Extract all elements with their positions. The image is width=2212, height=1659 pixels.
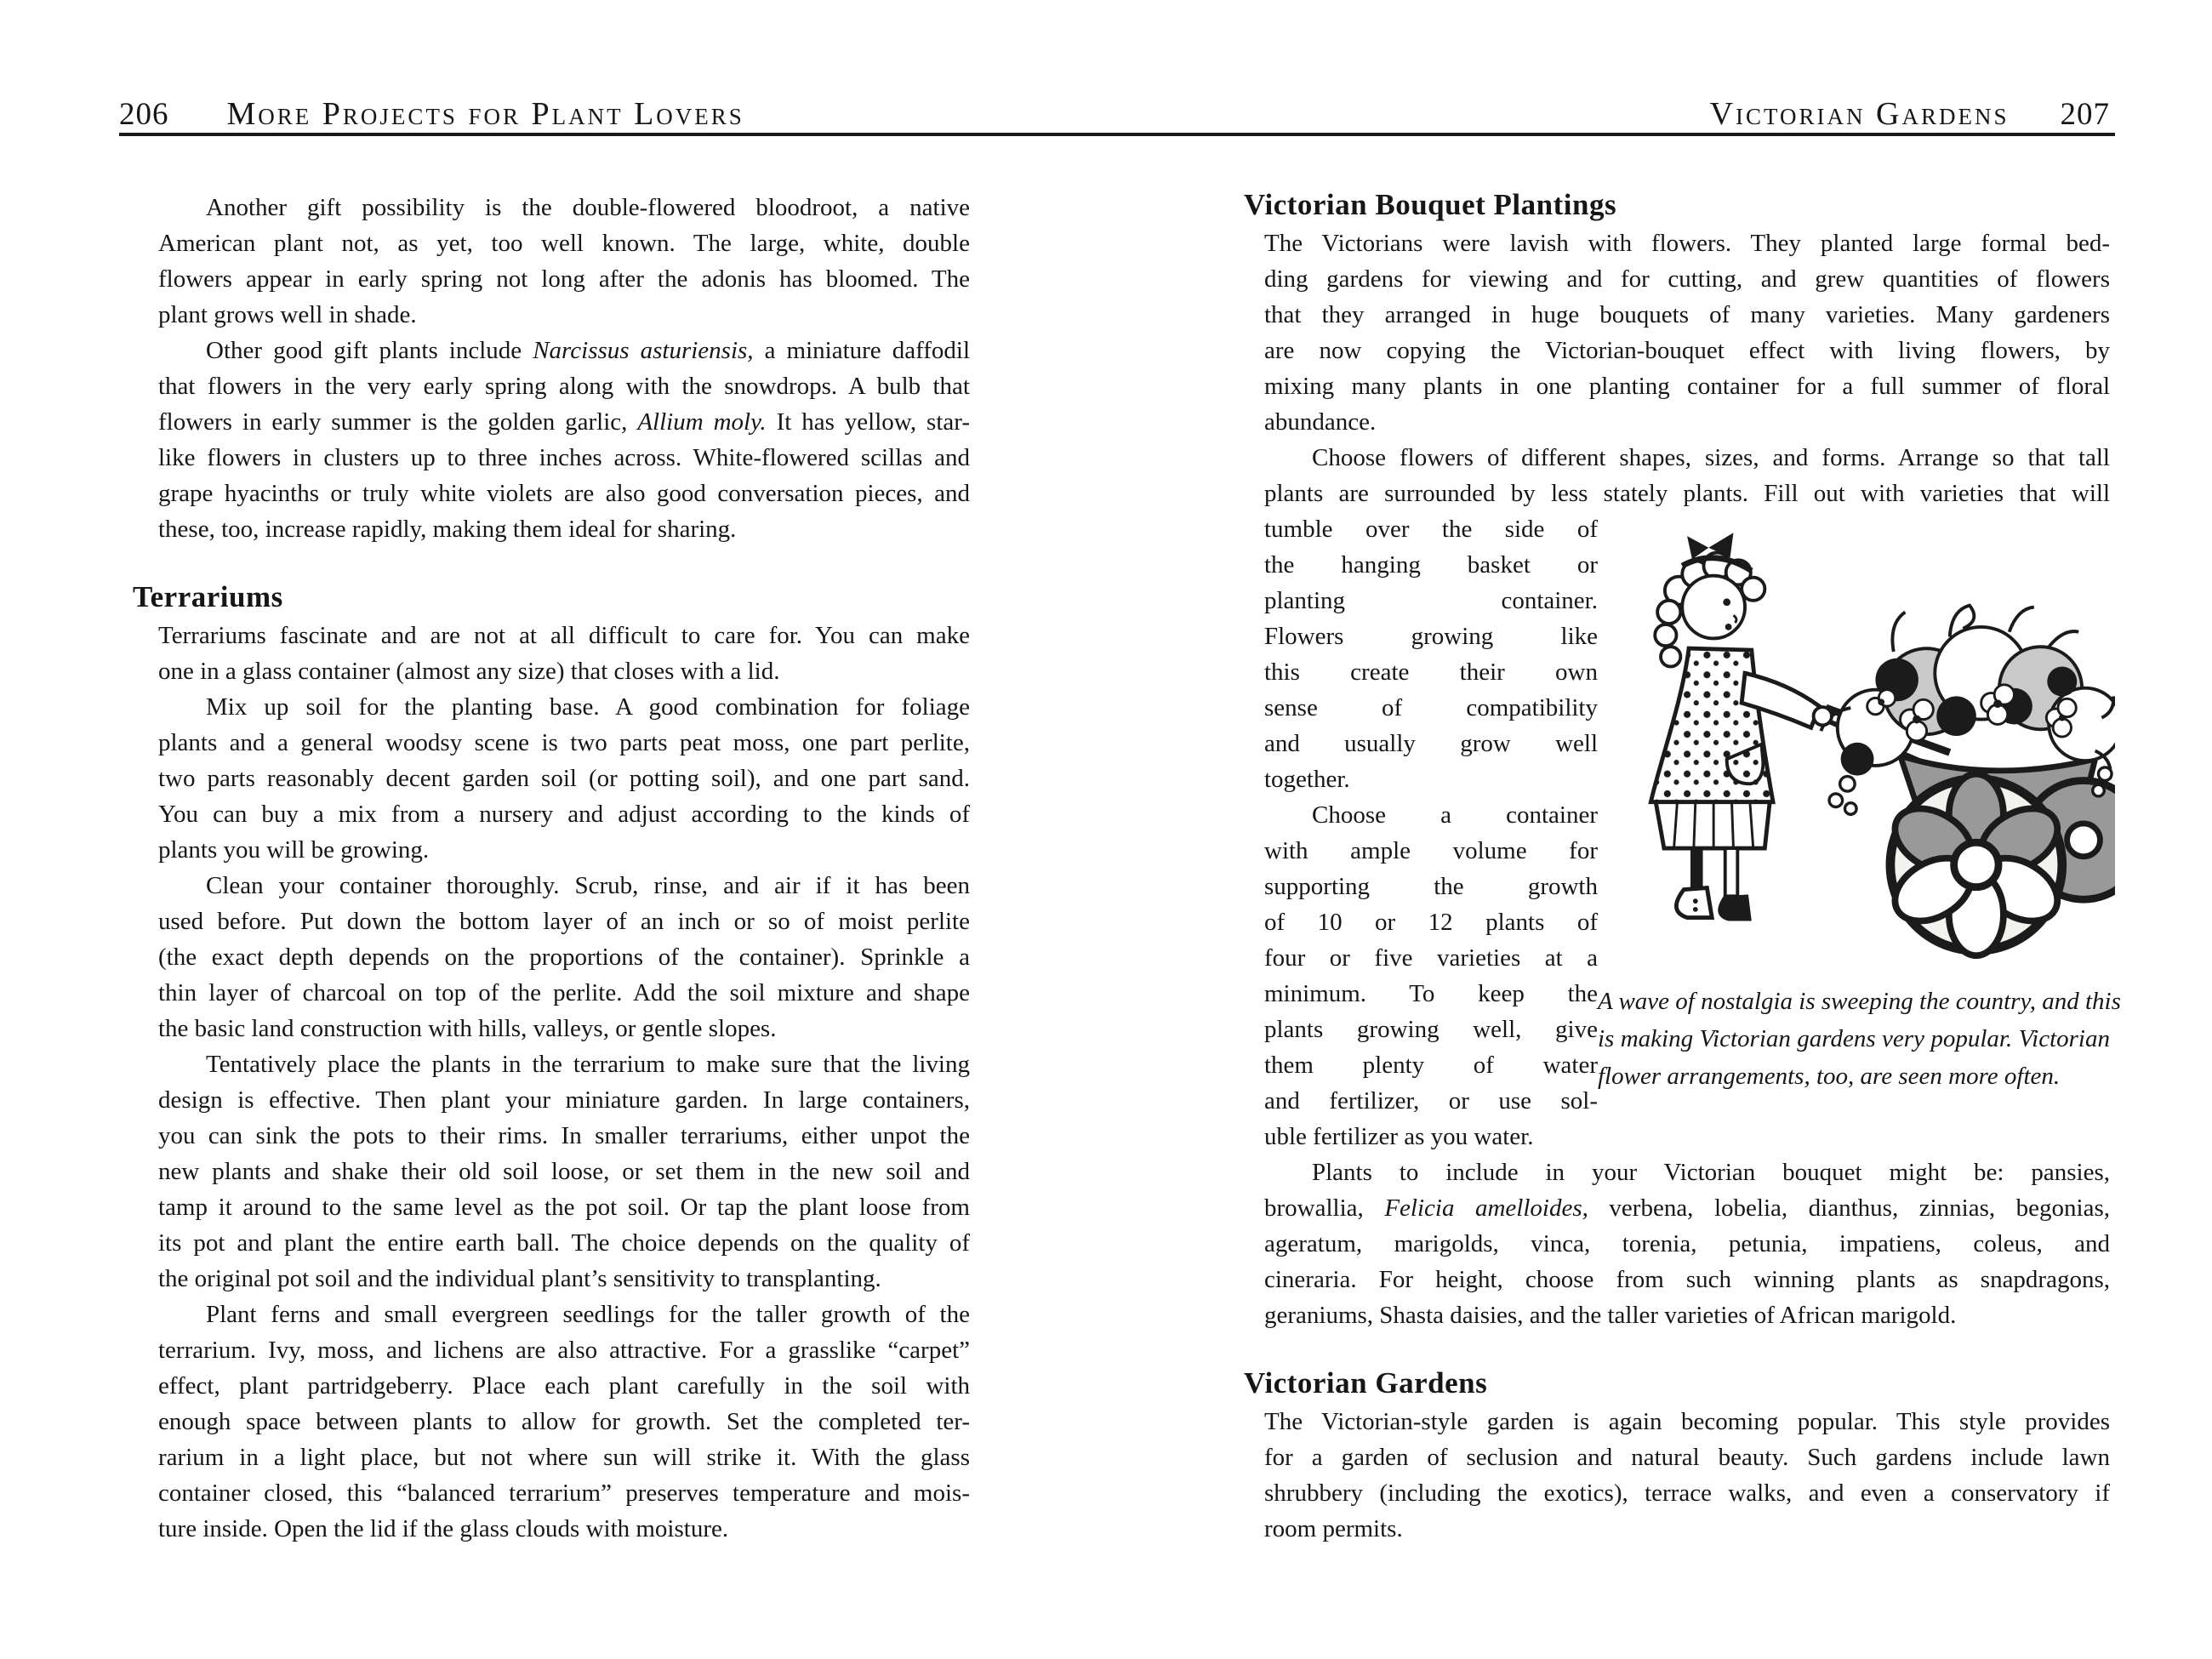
right-running-head: Victorian Gardens [1709, 96, 2010, 132]
narrow-text-column [1264, 511, 1598, 1154]
paragraph-bouquet-plant-list: Plants to include in your Victorian bouquet might be: pansies, browallia, Felicia amelloides, verbena, lobelia, dianthus, zinnias, begonias, ageratum, marigolds, vinca, torenia, petunia, impatiens, coleus, and cineraria. For height, choose from such winning plants as snapdragons, geraniums, Shasta daisies, and the taller varieties of African marigold. [1264, 1159, 2111, 1329]
paragraph-gift-plants: Other good gift plants include Narcissus asturiensis, a miniature daffodil that flowers in the very early spring along with the snowdrops. A bulb that flowers in early summer is the golden garlic, Allium moly. It has yellow, star- like flowers in clusters up to three inches across. White-flowered scillas and grape hyacinths or truly white violets are also good conversation pieces, and these, too, increase rapidly, making them ideal for sharing. [158, 337, 971, 543]
left-page-number: 206 [119, 97, 169, 132]
right-page-body [1244, 186, 2121, 1547]
paragraph-choose-flowers-continued: tumble over the side of the hanging basket or planting container. Flowers growing like this create their own sense of compatibility and usually grow well together. [1264, 516, 1598, 793]
paragraph-victorians-lavish: The Victorians were lavish with flowers. They planted large formal bed- ding gardens for viewing and for cutting, and grew quantities of flowers that they arranged in huge bouquets of many varieties. Many gardeners are now copying the Victorian-bouquet effect with living flowers, by mixing many plants in one planting container for a full summer of floral abundance. [1264, 230, 2110, 436]
heading-victorian-gardens: Victorian Gardens [1244, 1366, 1488, 1400]
right-page [1244, 95, 2121, 1547]
right-header-rule [744, 133, 2115, 136]
right-running-header [1244, 95, 2110, 133]
paragraph-choose-flowers: Choose flowers of different shapes, sizes, and forms. Arrange so that tall plants are surrounded by less stately plants. Fill out with varieties that will [1264, 444, 2110, 507]
paragraph-clean-container: Clean your container thoroughly. Scrub, rinse, and air if it has been used before. Put down the bottom layer of an inch or so of moist perlite (the exact depth depends on the proportions of the container). Sprinkle a thin layer of charcoal on top of the perlite. Add the soil mixture and shape the basic land construction with hills, valleys, or gentle slopes. [158, 872, 970, 1042]
illustration-column [1598, 511, 2121, 1095]
paragraph-soil-mix: Mix up soil for the planting base. A good combination for foliage plants and a general woodsy scene is two parts peat moss, one part perlite, two parts reasonably decent garden soil (or potting soil), and one part sand. You can buy a mix from a nursery and adjust according to the kinds of plants you will be growing. [158, 693, 970, 864]
right-page-number: 207 [2060, 97, 2110, 132]
paragraph-victorian-style: The Victorian-style garden is again becoming popular. This style provides for a garden of seclusion and natural beauty. Such gardens include lawn shrubbery (including the exotics), terrace walks, and even a conservatory if room permits. [1264, 1408, 2110, 1542]
paragraph-plant-placement: Tentatively place the plants in the terrarium to make sure that the living design is effective. Then plant your miniature garden. In large containers, you can sink the pots to their rims. In smaller terrariums, either unpot the new plants and shake their old soil loose, or set them in the new soil and tamp it around to the same level as the pot soil. Or tap the plant loose from its pot and plant the entire earth ball. The choice depends on the quality of the original pot soil and the individual plant’s sensitivity to transplanting. [158, 1051, 970, 1292]
paragraph-terrariums-intro: Terrariums fascinate and are not at all difficult to care for. You can make one in a glass container (almost any size) that closes with a lid. [158, 622, 970, 685]
paragraph-ferns-carpet: Plant ferns and small evergreen seedlings for the taller growth of the terrarium. Ivy, moss, and lichens are also attractive. For a grasslike “carpet” effect, plant partridgeberry. Place each plant carefully in the soil with enough space between plants to allow for growth. Set the completed ter- rarium in a light place, but not where sun will strike it. With the glass container closed, this “balanced terrarium” preserves temperature and mois- ture inside. Open the lid if the glass clouds with moisture. [158, 1301, 970, 1542]
flower-cart-illustration [1603, 511, 2115, 962]
paragraph-bloodroot: Another gift possibility is the double-flowered bloodroot, a native American plant not, as yet, too well known. The large, white, double flowers appear in early spring not long after the adonis has bloomed. The plant grows well in shade. [158, 194, 970, 328]
heading-victorian-bouquet-plantings: Victorian Bouquet Plantings [1244, 188, 1617, 221]
heading-terrariums: Terrariums [133, 580, 283, 613]
left-running-header [119, 95, 970, 136]
left-running-head: More Projects for Plant Lovers [226, 96, 744, 132]
illustration-caption: A wave of nostalgia is sweeping the country, and this is making Victorian gardens very popular. Victorian flower arrangements, too, are seen more often. [1598, 988, 2121, 1090]
paragraph-choose-container: Choose a container with ample volume for supporting the growth of 10 or 12 plants of four or five varieties at a minimum. To keep the plants growing well, give them plenty of water and fertilizer, or use sol- uble fertilizer as you water. [1264, 801, 1598, 1150]
left-page [119, 95, 970, 1547]
left-page-body [119, 190, 970, 1547]
text-wrap-band [1264, 511, 2121, 1154]
